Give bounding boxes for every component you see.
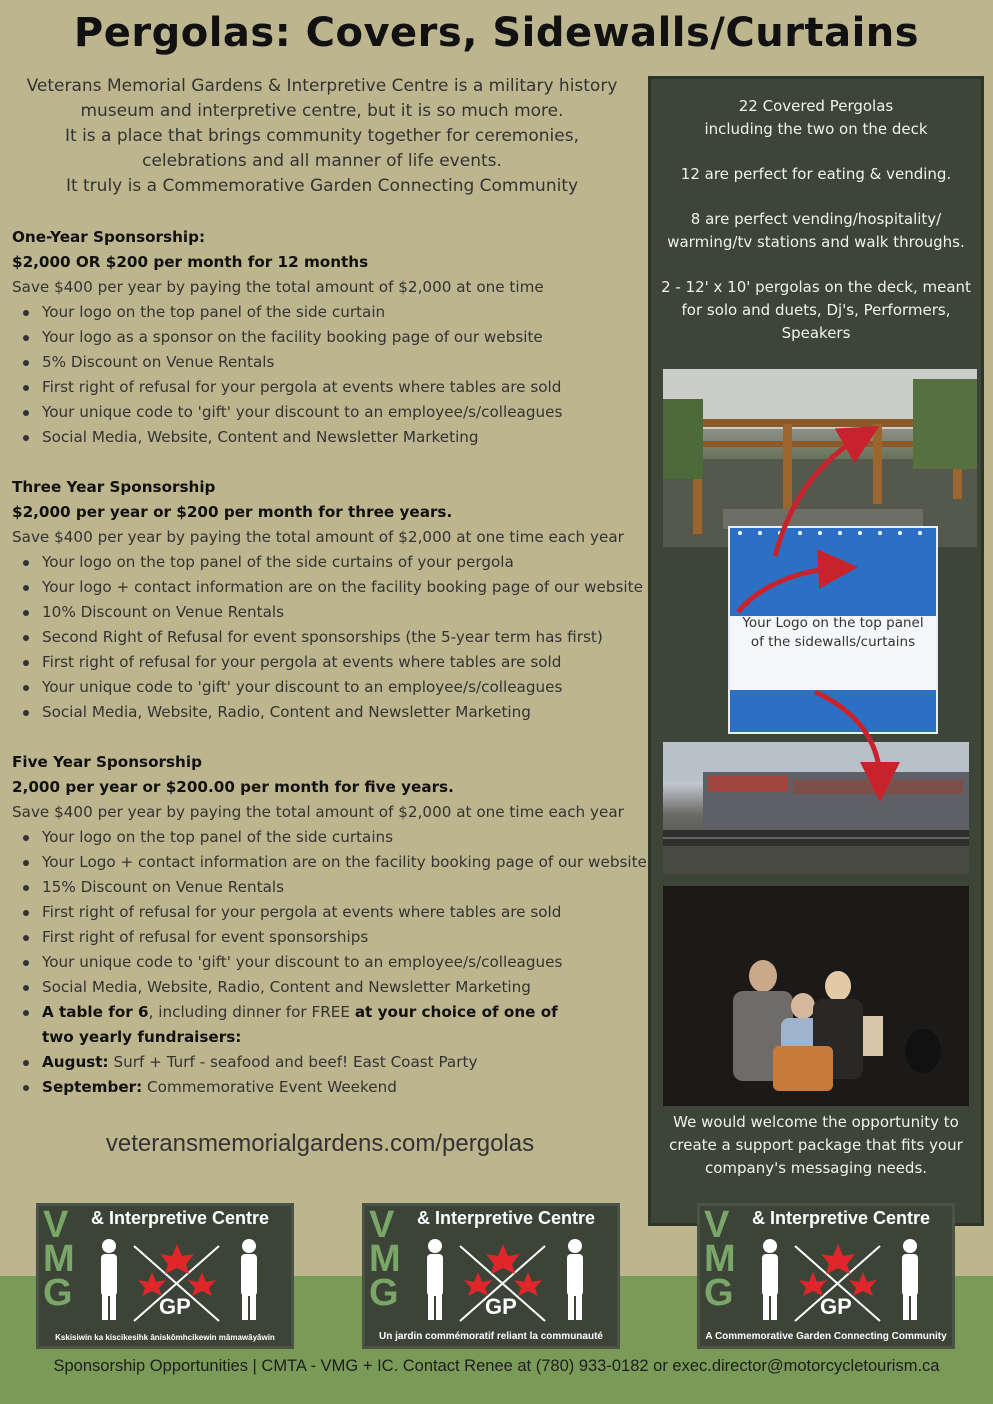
vmg-letters: V M G <box>43 1204 75 1314</box>
list-item: 15% Discount on Venue Rentals <box>12 875 652 900</box>
intro-line: museum and interpretive centre, but it is so much more. <box>80 101 564 121</box>
vmg-letters: V M G <box>704 1204 736 1314</box>
section-heading: Three Year Sponsorship <box>12 478 216 496</box>
contact-footer: Sponsorship Opportunities | CMTA - VMG + IC. Contact Renee at (780) 933-0182 or exec.director@motorcycletourism.ca <box>53 1357 940 1375</box>
list-item: First right of refusal for your pergola at events where tables are sold <box>12 900 652 925</box>
table-offer-bold: A table for 6 <box>42 1003 149 1021</box>
vmg-letters: V M G <box>369 1204 401 1314</box>
panel-line: company's messaging needs. <box>704 1159 928 1177</box>
vmg-logo-french <box>362 1203 620 1349</box>
panel-text <box>651 95 981 367</box>
vmg-logo-cree <box>36 1203 294 1349</box>
list-item: Your unique code to 'gift' your discount to an employee/s/colleagues <box>12 400 652 425</box>
list-item-table-offer <box>12 1000 652 1050</box>
panel-line: 2 - 12' x 10' pergolas on the deck, meant <box>661 278 971 296</box>
logo-heading: & Interpretive Centre <box>417 1208 596 1228</box>
benefit-list <box>12 550 652 725</box>
september-text: Commemorative Event Weekend <box>142 1078 397 1096</box>
curtain-caption-line: Your Logo on the top panel <box>742 615 924 631</box>
benefit-list <box>12 300 652 450</box>
august-text: Surf + Turf - seafood and beef! East Coast Party <box>108 1053 478 1071</box>
list-item: Your logo on the top panel of the side curtains of your pergola <box>12 550 652 575</box>
panel-line: We would welcome the opportunity to <box>673 1113 959 1131</box>
panel-line: for solo and duets, Dj's, Performers, <box>681 301 951 319</box>
page-title: Pergolas: Covers, Sidewalls/Curtains <box>73 10 920 56</box>
section-heading: Five Year Sponsorship <box>12 753 202 771</box>
deck-building-photo <box>663 742 969 874</box>
section-savings: Save $400 per year by paying the total amount of $2,000 at one time <box>12 278 544 296</box>
list-item: Your logo + contact information are on the facility booking page of our website <box>12 575 652 600</box>
panel-line: Speakers <box>781 324 851 342</box>
list-item: 5% Discount on Venue Rentals <box>12 350 652 375</box>
section-heading: One-Year Sponsorship: <box>12 228 206 246</box>
panel-line: including the two on the deck <box>704 120 928 138</box>
logo-heading: & Interpretive Centre <box>752 1208 931 1228</box>
pergola-garden-photo <box>663 369 977 547</box>
list-item: Social Media, Website, Content and Newsletter Marketing <box>12 425 652 450</box>
august-label: August: <box>42 1053 109 1071</box>
section-savings: Save $400 per year by paying the total amount of $2,000 at one time each year <box>12 528 624 546</box>
table-offer-bold-2: at your choice of one of two yearly fundraisers: <box>42 1003 558 1046</box>
curtain-caption <box>730 614 936 652</box>
three-year-sponsorship <box>12 475 652 725</box>
list-item: Your Logo + contact information are on the facility booking page of our website <box>12 850 652 875</box>
intro-line: Veterans Memorial Gardens & Interpretive Centre is a military history <box>26 76 618 96</box>
section-price: 2,000 per year or $200.00 per month for five years. <box>12 778 454 796</box>
list-item: First right of refusal for your pergola at events where tables are sold <box>12 375 652 400</box>
list-item-august <box>12 1050 652 1075</box>
section-savings: Save $400 per year by paying the total amount of $2,000 at one time each year <box>12 803 624 821</box>
one-year-sponsorship <box>12 225 652 450</box>
panel-line: warming/tv stations and walk throughs. <box>667 233 965 251</box>
list-item: First right of refusal for event sponsorships <box>12 925 652 950</box>
five-year-sponsorship <box>12 750 652 1100</box>
list-item: Your unique code to 'gift' your discount to an employee/s/colleagues <box>12 950 652 975</box>
website-url[interactable]: veteransmemorialgardens.com/pergolas <box>105 1130 535 1157</box>
list-item-september <box>12 1075 652 1100</box>
gp-letters: GP <box>485 1294 517 1319</box>
list-item: Your unique code to 'gift' your discount to an employee/s/colleagues <box>12 675 652 700</box>
list-item: Your logo on the top panel of the side curtain <box>12 300 652 325</box>
benefit-list <box>12 825 652 1100</box>
gp-letters: GP <box>159 1294 191 1319</box>
logo-tagline: Kskisiwin ka kiscikesihk âniskômhcikewin mâmawâyâwin <box>55 1333 275 1342</box>
logo-tagline: A Commemorative Garden Connecting Community <box>705 1331 947 1342</box>
intro-line: It truly is a Commemorative Garden Connecting Community <box>65 176 579 196</box>
panel-line: create a support package that fits your <box>669 1136 963 1154</box>
panel-line: 12 are perfect for eating & vending. <box>680 165 952 183</box>
list-item: 10% Discount on Venue Rentals <box>12 600 652 625</box>
curtain-caption-line: of the sidewalls/curtains <box>750 634 916 650</box>
section-price: $2,000 OR $200 per month for 12 months <box>12 253 369 271</box>
list-item: Second Right of Refusal for event sponsorships (the 5-year term has first) <box>12 625 652 650</box>
september-label: September: <box>42 1078 143 1096</box>
logo-tagline: Un jardin commémoratif reliant la communauté <box>379 1331 603 1342</box>
logo-heading: & Interpretive Centre <box>91 1208 270 1228</box>
vmg-logo-english <box>697 1203 955 1349</box>
panel-line: 8 are perfect vending/hospitality/ <box>690 210 942 228</box>
curtain-logo-illustration <box>728 526 938 734</box>
list-item: Your logo as a sponsor on the facility booking page of our website <box>12 325 652 350</box>
panel-footer-text <box>651 1111 981 1180</box>
list-item: Social Media, Website, Radio, Content and Newsletter Marketing <box>12 700 652 725</box>
event-guests-photo <box>663 886 969 1106</box>
intro-paragraph <box>12 74 632 199</box>
table-offer-text: , including dinner for FREE <box>148 1003 355 1021</box>
gp-letters: GP <box>820 1294 852 1319</box>
section-price: $2,000 per year or $200 per month for three years. <box>12 503 453 521</box>
list-item: First right of refusal for your pergola at events where tables are sold <box>12 650 652 675</box>
panel-line: 22 Covered Pergolas <box>738 97 894 115</box>
intro-line: It is a place that brings community together for ceremonies, <box>64 126 579 146</box>
list-item: Social Media, Website, Radio, Content and Newsletter Marketing <box>12 975 652 1000</box>
list-item: Your logo on the top panel of the side curtains <box>12 825 652 850</box>
intro-line: celebrations and all manner of life events. <box>142 151 502 171</box>
